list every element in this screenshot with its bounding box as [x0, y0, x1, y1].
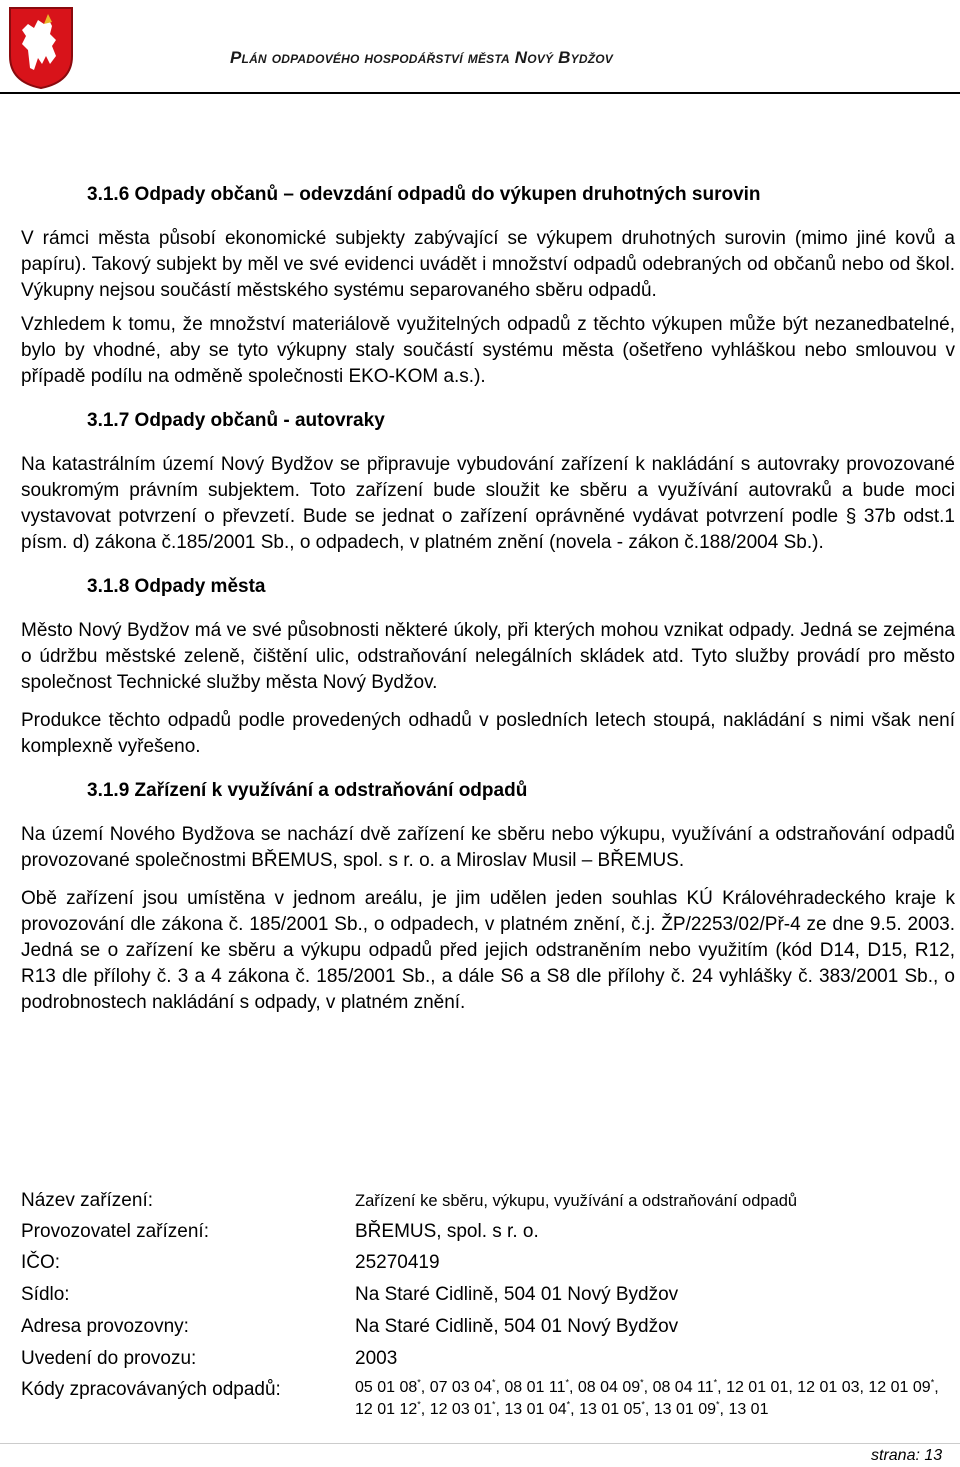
info-row — [21, 1314, 957, 1346]
waste-code: 08 01 11 — [504, 1379, 566, 1396]
header-divider — [0, 92, 960, 94]
paragraph: Na území Nového Bydžova se nachází dvě zařízení ke sběru nebo výkupu, využívání a odstraňování odpadů provozované společnostmi BŘEMUS, spol. s r. o. a Miroslav Musil – BŘEMUS. — [21, 824, 955, 871]
waste-code-asterisk: * — [417, 1399, 421, 1410]
page-header — [0, 0, 960, 105]
info-label: Adresa provozovny: — [21, 1316, 189, 1337]
section-heading-3-1-9: 3.1.9 Zařízení k využívání a odstraňování odpadů — [87, 780, 528, 801]
waste-code: 13 01 09 — [653, 1401, 717, 1418]
info-row — [21, 1250, 957, 1282]
waste-code-asterisk: * — [565, 1377, 569, 1388]
waste-code-asterisk: * — [566, 1399, 571, 1410]
waste-code: 08 04 11 — [652, 1379, 714, 1396]
waste-code: 12 01 12 — [355, 1401, 418, 1418]
waste-code-asterisk: * — [641, 1399, 645, 1410]
section-heading-3-1-7: 3.1.7 Odpady občanů - autovraky — [87, 410, 385, 431]
info-row — [21, 1188, 957, 1219]
waste-code-asterisk: * — [713, 1377, 718, 1388]
info-row — [21, 1219, 957, 1250]
info-row — [21, 1282, 957, 1314]
page-number: strana: 13 — [871, 1447, 943, 1464]
waste-code: 08 04 09 — [577, 1379, 641, 1396]
waste-code: 05 01 08 — [355, 1379, 418, 1396]
waste-code-asterisk: * — [640, 1377, 644, 1388]
waste-codes-list: 05 01 08*, 07 03 04*, 08 01 11*, 08 04 09*, 08 04 11*, 12 01 01, 12 01 03, 12 01 09*, 12 01 12*, 12 03 01*, 13 01 04*, 13 01 05*, 13 01 09*, 13 01 — [355, 1377, 939, 1418]
waste-code: 12 01 03 — [797, 1379, 860, 1396]
info-value: Na Staré Cidlině, 504 01 Nový Bydžov — [355, 1284, 679, 1305]
info-label: Uvedení do provozu: — [21, 1348, 197, 1369]
waste-code-asterisk: * — [491, 1399, 496, 1410]
section-heading-3-1-6: 3.1.6 Odpady občanů – odevzdání odpadů do výkupen druhotných surovin — [87, 184, 761, 205]
waste-code: 12 01 09 — [868, 1379, 931, 1396]
info-value: 25270419 — [355, 1252, 440, 1273]
waste-code-asterisk: * — [491, 1377, 496, 1388]
document-body — [21, 182, 955, 1016]
waste-code: 13 01 05 — [579, 1401, 642, 1418]
info-row — [21, 1346, 957, 1377]
info-value: Na Staré Cidlině, 504 01 Nový Bydžov — [355, 1316, 679, 1337]
info-label: IČO: — [21, 1252, 61, 1273]
info-value: BŘEMUS, spol. s r. o. — [355, 1221, 539, 1242]
waste-code: 07 03 04 — [429, 1379, 492, 1396]
paragraph: Vzhledem k tomu, že množství materiálově využitelných odpadů z těchto výkupen může být nezanedbatelné, bylo by vhodné, aby se tyto výkupny staly součástí systému města (ošetřeno vyhláškou nebo smlouvou v případě podílu na odměně společnosti EKO-KOM a.s.). — [21, 314, 955, 387]
info-label: Kódy zpracovávaných odpadů: — [21, 1379, 281, 1400]
info-label: Provozovatel zařízení: — [21, 1221, 209, 1242]
waste-code: 12 03 01 — [429, 1401, 492, 1418]
paragraph: Město Nový Bydžov má ve své působnosti některé úkoly, při kterých mohou vznikat odpady. Jedná se zejména o údržbu městské zeleně, čištění ulic, odstraňování nelegálních skládek atd. Tyto služby provádí pro město společnost Technické služby města Nový Bydžov. — [21, 620, 955, 693]
info-label: Sídlo: — [21, 1284, 70, 1305]
paragraph: Produkce těchto odpadů podle provedených odhadů v posledních letech stoupá, nakládání s nimi však není komplexně vyřešeno. — [21, 710, 955, 757]
waste-code: 13 01 04 — [504, 1401, 567, 1418]
facility-info-table — [21, 1188, 957, 1421]
waste-code-asterisk: * — [716, 1399, 720, 1410]
waste-code-asterisk: * — [930, 1377, 935, 1388]
paragraph: V rámci města působí ekonomické subjekty zabývající se výkupem druhotných surovin (mimo jiné kovů a papíru). Takový subjekt by měl ve své evidenci uvádět i množství odpadů odebraných od občanů nebo od škol. Výkupny nejsou součástí městského systému separovaného sběru odpadů. — [21, 228, 955, 301]
header-title: Plán odpadového hospodářství města Nový Bydžov — [230, 48, 613, 67]
info-label: Název zařízení: — [21, 1190, 153, 1211]
info-value: 2003 — [355, 1348, 398, 1369]
footer-divider — [0, 1443, 960, 1444]
waste-code: 12 01 01 — [726, 1379, 789, 1396]
section-heading-3-1-8: 3.1.8 Odpady města — [87, 576, 266, 597]
waste-code: 13 01 — [728, 1401, 769, 1418]
waste-code-asterisk: * — [417, 1377, 421, 1388]
city-crest-icon — [8, 6, 74, 90]
info-row — [21, 1377, 957, 1421]
paragraph: Na katastrálním území Nový Bydžov se připravuje vybudování zařízení k nakládání s autovraky provozované soukromým právním subjektem. Toto zařízení bude sloužit ke sběru a využívání autovraků a bude moci vystavovat potvrzení o převzetí. Bude se jednat o zařízení oprávněné vydávat potvrzení podle § 37b odst.1 písm. d) zákona č.185/2001 Sb., o odpadech, v platném znění (novela - zákon č.188/2004 Sb.). — [21, 454, 955, 553]
paragraph: Obě zařízení jsou umístěna v jednom areálu, je jim udělen jeden souhlas KÚ Královéhradeckého kraje k provozování dle zákona č. 185/2001 Sb., o odpadech, v platném znění, č.j. ŽP/2253/02/Př-4 ze dne 9.5. 2003. Jedná se o zařízení ke sběru a výkupu odpadů před jejich odstraněním nebo využitím (kód D14, D15, R12, R13 dle přílohy č. 3 a 4 zákona č. 185/2001 Sb., a dále S6 a S8 dle přílohy č. 24 vyhlášky č. 383/2001 Sb., o podrobnostech nakládání s odpady, v platném znění. — [21, 888, 955, 1013]
info-value: Zařízení ke sběru, výkupu, využívání a odstraňování odpadů — [355, 1192, 798, 1210]
